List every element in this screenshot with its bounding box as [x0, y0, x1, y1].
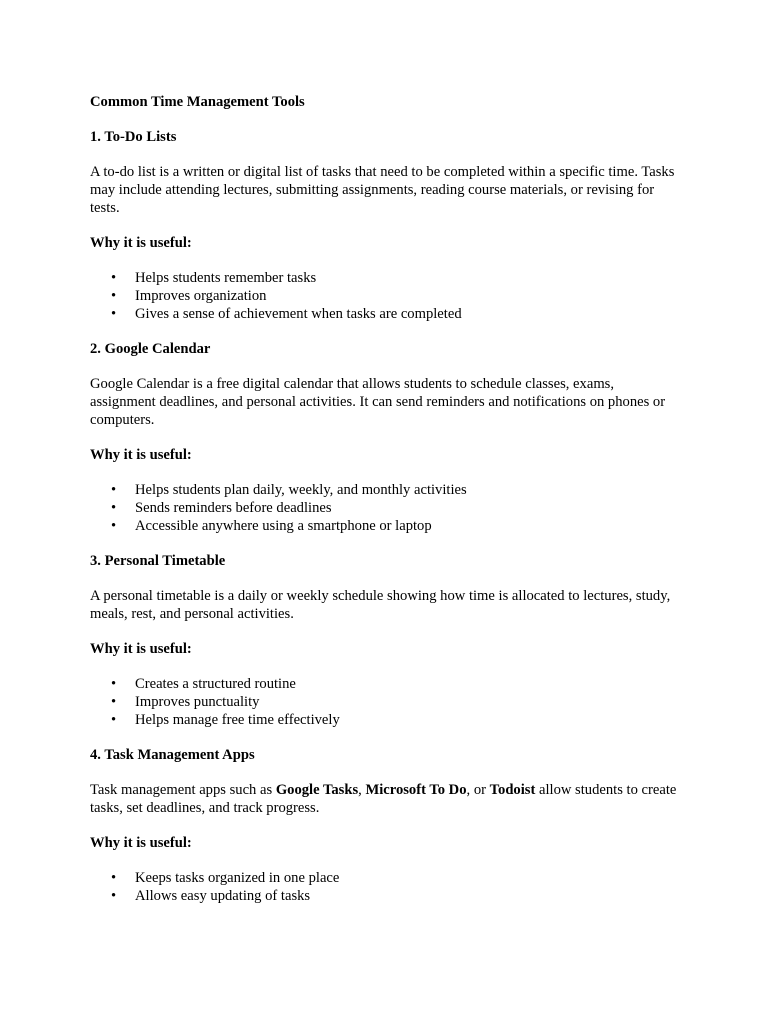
why-useful-label: Why it is useful: — [90, 235, 192, 251]
document-title: Common Time Management Tools — [90, 94, 305, 110]
list-item-text: Sends reminders before deadlines — [135, 500, 332, 516]
why-useful-label: Why it is useful: — [90, 447, 192, 463]
section-heading-to-do-lists: 1. To-Do Lists — [90, 129, 177, 145]
bullet-icon: • — [111, 676, 117, 692]
why-useful-label: Why it is useful: — [90, 641, 192, 657]
section-heading-google-calendar: 2. Google Calendar — [90, 341, 211, 357]
list-item — [90, 269, 680, 287]
bullet-list-task-management-apps — [90, 869, 680, 905]
list-item — [90, 693, 680, 711]
bullet-icon: • — [111, 306, 117, 322]
list-item-text: Keeps tasks organized in one place — [135, 870, 340, 886]
bullet-icon: • — [111, 888, 117, 904]
body-text: , or — [466, 782, 490, 798]
list-item — [90, 481, 680, 499]
bullet-list-personal-timetable — [90, 675, 680, 729]
section-heading-task-management-apps: 4. Task Management Apps — [90, 747, 255, 763]
section-heading-personal-timetable: 3. Personal Timetable — [90, 553, 226, 569]
bullet-icon: • — [111, 500, 117, 516]
body-text: allow students to create tasks, set deadlines, and track progress. — [90, 782, 677, 816]
body-text: Task management apps such as — [90, 782, 276, 798]
list-item-text: Helps students remember tasks — [135, 270, 317, 286]
list-item — [90, 287, 680, 305]
list-item — [90, 887, 680, 905]
list-item — [90, 675, 680, 693]
document-page — [90, 93, 680, 905]
list-item — [90, 869, 680, 887]
list-item — [90, 711, 680, 729]
list-item — [90, 305, 680, 323]
bullet-icon: • — [111, 482, 117, 498]
list-item-text: Creates a structured routine — [135, 676, 296, 692]
app-name-microsoft-to-do: Microsoft To Do — [365, 782, 467, 798]
section-body-personal-timetable: A personal timetable is a daily or weekly schedule showing how time is allocated to lectures, study, meals, rest, and personal activities. — [90, 588, 671, 622]
list-item-text: Accessible anywhere using a smartphone or laptop — [135, 518, 432, 534]
app-name-todoist: Todoist — [489, 782, 536, 798]
list-item — [90, 499, 680, 517]
bullet-icon: • — [111, 270, 117, 286]
bullet-icon: • — [111, 288, 117, 304]
list-item-text: Helps students plan daily, weekly, and monthly activities — [135, 482, 467, 498]
list-item-text: Improves organization — [135, 288, 267, 304]
section-body-to-do-lists: A to-do list is a written or digital list of tasks that need to be completed within a specific time. Tasks may include attending lectures, submitting assignments, reading course materials, or revising for tests. — [90, 164, 675, 216]
bullet-icon: • — [111, 694, 117, 710]
app-name-google-tasks: Google Tasks — [275, 782, 359, 798]
bullet-icon: • — [111, 870, 117, 886]
bullet-icon: • — [111, 518, 117, 534]
body-text: , — [358, 782, 366, 798]
section-body-task-management-apps — [90, 781, 680, 817]
bullet-list-to-do-lists — [90, 269, 680, 323]
section-body-google-calendar: Google Calendar is a free digital calendar that allows students to schedule classes, exams, assignment deadlines, and personal activities. It can send reminders and notifications on phones or computers. — [90, 376, 666, 428]
list-item-text: Allows easy updating of tasks — [135, 888, 311, 904]
list-item — [90, 517, 680, 535]
why-useful-label: Why it is useful: — [90, 835, 192, 851]
bullet-list-google-calendar — [90, 481, 680, 535]
bullet-icon: • — [111, 712, 117, 728]
list-item-text: Improves punctuality — [135, 694, 260, 710]
list-item-text: Helps manage free time effectively — [135, 712, 340, 728]
list-item-text: Gives a sense of achievement when tasks are completed — [135, 306, 462, 322]
